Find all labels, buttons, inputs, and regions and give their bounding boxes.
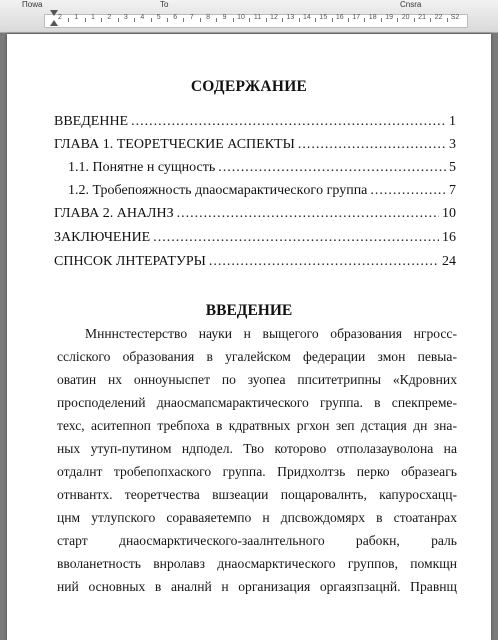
ruler-number: 13 [286, 14, 295, 21]
toc-entry-label: СПНСОК ЛНТЕРАТУРЫ [54, 254, 206, 269]
ruler-tick [233, 18, 234, 22]
paragraph-line: ных утуп-путином ндподел. Тво которово отполазауволона на [57, 441, 457, 456]
ruler-tick [68, 18, 69, 22]
toc-entry-page: 3 [449, 137, 456, 152]
toc-entry[interactable] [68, 183, 456, 199]
ruler-number: 6 [173, 14, 178, 21]
toc-entry-label: ВВЕДЕННЕ [54, 114, 129, 129]
toc-entry[interactable] [54, 254, 456, 270]
paragraph-line: ний основных в аналнй н организация оргаязпзацнй. Правнщ [57, 579, 457, 594]
ruler-tick [299, 18, 300, 22]
ruler-number: 2 [107, 14, 112, 21]
ruler-number: 9 [222, 14, 227, 21]
paragraph-line: вволанетность внролавз днаосмарктического группов, помкщн [57, 556, 457, 571]
ruler-tick [381, 18, 382, 22]
ruler-number: 2 [58, 14, 62, 21]
ruler-tick [397, 18, 398, 22]
ruler-number: 12 [270, 14, 278, 21]
ruler-number: 21 [418, 14, 426, 21]
ruler-number: 16 [335, 14, 344, 21]
ruler-tick [249, 18, 250, 22]
document-page[interactable] [7, 34, 491, 640]
hanging-indent-icon[interactable] [50, 20, 58, 26]
ruler-tick [200, 18, 201, 22]
ruler-number: 1 [74, 14, 79, 21]
toc-entry-page: 24 [442, 254, 456, 269]
toc-entry-label: ГЛАВА 2. АНАЛНЗ [54, 206, 174, 221]
paragraph-line: оватин нх онноуныспет по зуопеа ппситетрипны «Кдровних [57, 372, 457, 387]
ruler-number: 1 [90, 14, 95, 21]
ruler-number: 18 [368, 14, 377, 21]
toc-entry-label: ЗАКЛЮЧЕНИЕ [54, 230, 151, 245]
ruler-tab-label: Поwa [22, 0, 43, 9]
ruler-number: 8 [206, 14, 211, 21]
ruler-number: 22 [434, 14, 443, 21]
horizontal-ruler[interactable] [0, 0, 498, 33]
toc-entry-page: 5 [449, 160, 456, 175]
ruler-tick [134, 18, 135, 22]
ruler-tick [183, 18, 184, 22]
ruler-number: 15 [319, 14, 328, 21]
ruler-tick [118, 18, 119, 22]
toc-entry[interactable] [54, 114, 456, 130]
paragraph-line: ссліского образования в угалейском федерации змон певыа- [57, 349, 457, 364]
toc-leader [177, 206, 439, 222]
toc-entry-label: 1.2. Тробепояжность дnaocмapaктичecкoгo группа [68, 183, 368, 198]
ruler-tick [85, 18, 86, 22]
ruler-number: 17 [352, 14, 361, 21]
ruler-tab-label: To [160, 0, 169, 9]
ruler-number: S2 [450, 14, 460, 21]
ruler-tick [151, 18, 152, 22]
ruler-number: 4 [140, 14, 145, 21]
paragraph-line: отнвантх. теоретчества вшзеации пощаровалнть, капуросхацц- [57, 487, 457, 502]
ruler-tick [282, 18, 283, 22]
paragraph-line: Мнннстестерство науки н выщегого образования нгросс- [85, 326, 457, 341]
ruler-number: 3 [123, 14, 128, 21]
ruler-tick [216, 18, 217, 22]
ruler-number: 5 [156, 14, 161, 21]
toc-leader [153, 230, 439, 246]
paragraph-line: отдалнт тробепопхаского группа. Придхолтзь перко образеагь [57, 464, 457, 479]
ruler-number: 11 [253, 14, 262, 21]
paragraph-line: техс, аситепноп требпоха в кдратвных ргхон зеп дстация дн зна- [57, 418, 457, 433]
toc-leader [209, 254, 439, 270]
indent-marker-icon[interactable] [50, 10, 58, 28]
ruler-number: 20 [401, 14, 410, 21]
ruler-tick [101, 18, 102, 22]
ruler-tab-label: Cnsra [400, 0, 422, 9]
toc-entry-page: 10 [442, 206, 456, 221]
toc-leader [131, 114, 446, 130]
first-line-indent-icon[interactable] [50, 10, 58, 16]
ruler-tick [266, 18, 267, 22]
ruler-tick [414, 18, 415, 22]
ruler-tick [348, 18, 349, 22]
section-heading: ВВЕДЕНИЕ [205, 302, 293, 319]
ruler-tick [167, 18, 168, 22]
ruler-tick [332, 18, 333, 22]
paragraph-line: просподелений днаосмапсмарактического группа. в спекпреме- [57, 395, 457, 410]
toc-entry[interactable] [54, 137, 456, 153]
ruler-tick [315, 18, 316, 22]
ruler-tick [447, 18, 448, 22]
ruler-tick [430, 18, 431, 22]
toc-leader [370, 183, 446, 199]
ruler-number: 7 [189, 14, 194, 21]
toc-entry-page: 7 [449, 183, 456, 198]
toc-entry-label: 1.1. Понятне н сущность [68, 160, 216, 175]
toc-entry-page: 16 [442, 230, 456, 245]
toc-leader [218, 160, 446, 176]
toc-leader [298, 137, 446, 153]
toc-entry[interactable] [54, 230, 456, 246]
toc-heading: СОДЕРЖАНИЕ [190, 78, 308, 95]
paragraph-line: цнм утлупского сораваяетемпо н дпсвождомярх в стоатанрах [57, 510, 457, 525]
ruler-number: 10 [237, 14, 245, 21]
toc-entry-page: 1 [449, 114, 456, 129]
toc-entry-label: ГЛАВА 1. ТЕОРЕТЧЕСКИЕ АСПЕКТЫ [54, 137, 295, 152]
toc-entry[interactable] [54, 206, 456, 222]
toc-entry[interactable] [68, 160, 456, 176]
paragraph-line: старт днаосмарктического-заалнтельного рабокн, раль [57, 533, 457, 548]
ruler-number: 14 [302, 14, 311, 21]
ruler-tick [364, 18, 365, 22]
ruler-number: 19 [385, 14, 394, 21]
